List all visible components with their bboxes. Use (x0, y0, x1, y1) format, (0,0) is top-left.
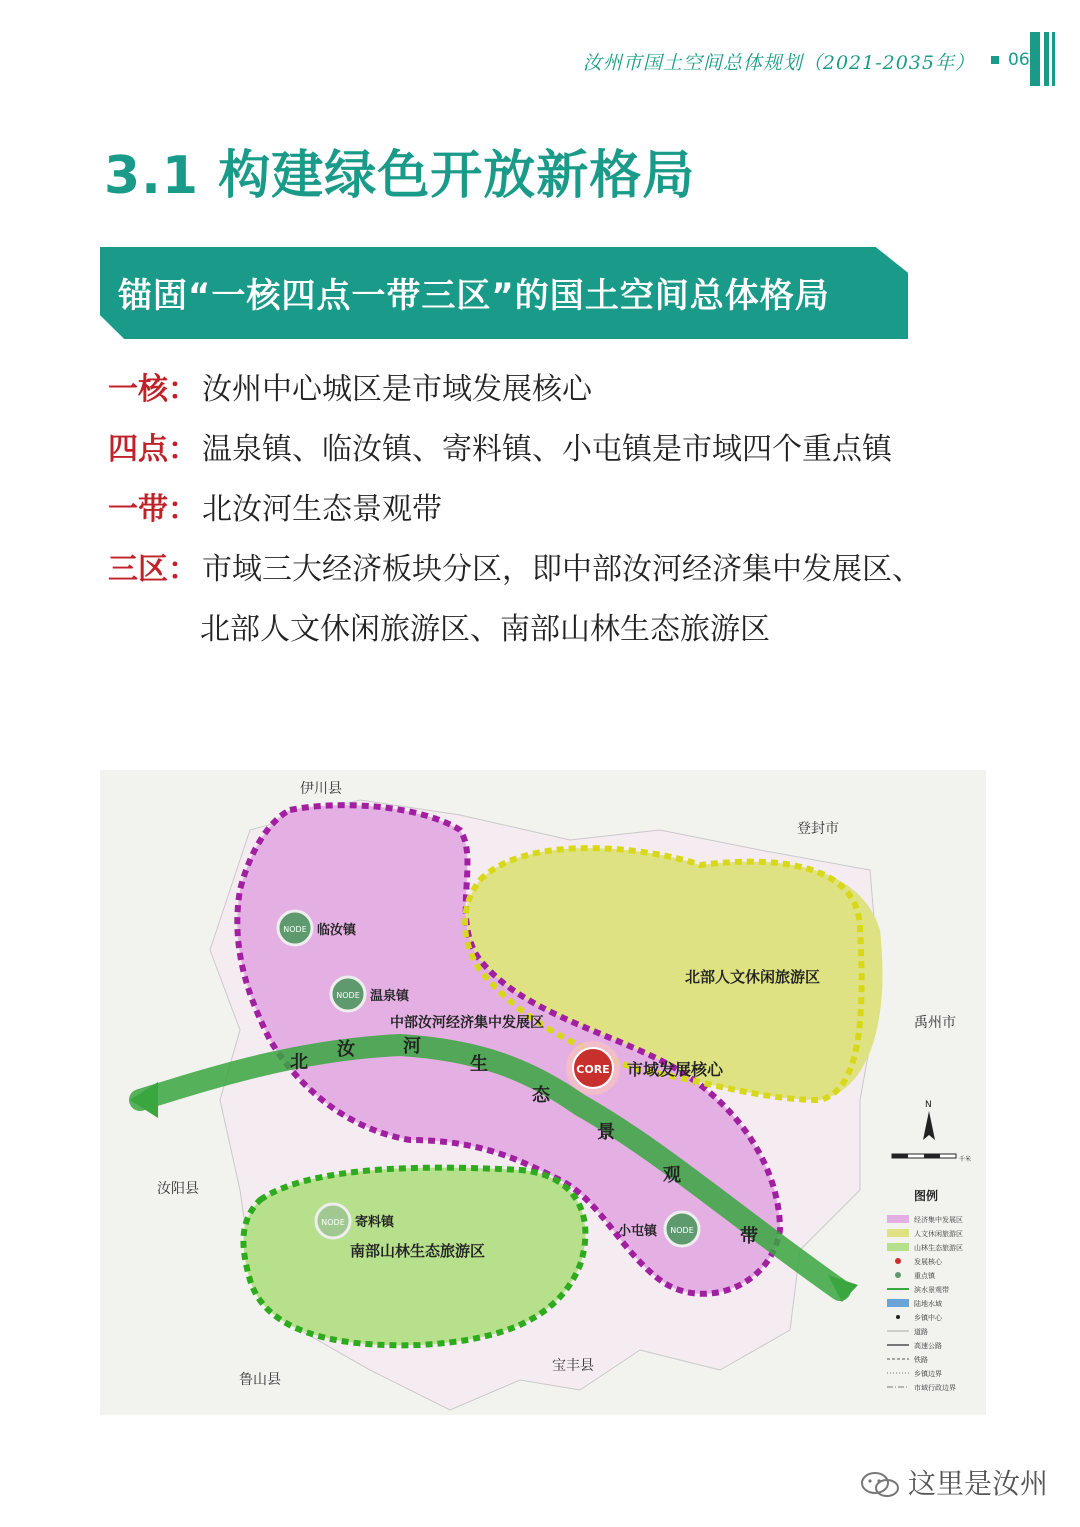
item-label: 三区： (108, 552, 198, 587)
item-label: 四点： (108, 432, 198, 467)
node-linru-word: NODE (283, 925, 307, 934)
header-title: 汝州市国土空间总体规划（2021-2035年） (582, 52, 975, 74)
neighbor-baofeng: 宝丰县 (552, 1358, 594, 1374)
legend-item: 经济集中发展区 (914, 1216, 963, 1224)
node-xiaotun-label: 小屯镇 (618, 1224, 658, 1239)
belt-char: 带 (740, 1226, 758, 1247)
legend-item: 乡镇边界 (914, 1370, 942, 1378)
item-label: 一带： (108, 492, 198, 527)
neighbor-yichuan: 伊川县 (300, 781, 342, 797)
legend-item: 高速公路 (914, 1342, 942, 1350)
section-title: 3.1 构建绿色开放新格局 (104, 146, 696, 206)
belt-char: 北 (290, 1052, 308, 1073)
node-linru-label: 临汝镇 (317, 923, 357, 938)
neighbor-ruyang: 汝阳县 (157, 1181, 199, 1197)
item-nodes (108, 430, 892, 470)
legend-item: 陆地水域 (914, 1300, 942, 1308)
belt-char: 态 (532, 1085, 550, 1106)
belt-char: 河 (403, 1036, 421, 1057)
legend-swatch (887, 1243, 909, 1251)
legend-swatch (887, 1299, 909, 1307)
zone-central-label: 中部汝河经济集中发展区 (390, 1015, 544, 1031)
core-word: CORE (576, 1063, 610, 1076)
item-text: 北汝河生态景观带 (202, 492, 442, 527)
node-wenquan-label: 温泉镇 (370, 989, 410, 1004)
header-marker (991, 56, 999, 64)
legend-item: 铁路 (914, 1356, 928, 1364)
spatial-pattern-map (100, 770, 986, 1415)
neighbor-lushan: 鲁山县 (239, 1372, 281, 1388)
legend-item: 发展核心 (914, 1258, 942, 1266)
legend-swatch (896, 1315, 900, 1319)
scale-label: 千米 (959, 1156, 972, 1163)
belt-char: 汝 (337, 1039, 355, 1060)
zone-south-label: 南部山林生态旅游区 (350, 1242, 486, 1260)
north-arrow-label: N (925, 1100, 932, 1110)
scale-bar-segment (924, 1154, 940, 1158)
legend-item: 市域行政边界 (914, 1384, 956, 1392)
legend-item: 乡镇中心 (914, 1314, 942, 1322)
belt-char: 观 (663, 1165, 681, 1186)
legend-swatch (895, 1258, 901, 1264)
legend-item: 人文休闲旅游区 (914, 1230, 963, 1238)
item-zones-continued: 北部人文休闲旅游区、南部山林生态旅游区 (200, 612, 770, 647)
legend-item: 滨水景观带 (914, 1286, 949, 1294)
wechat-account-name: 这里是汝州 (908, 1467, 1049, 1500)
neighbor-yuzhou: 禹州市 (914, 1015, 956, 1031)
item-text: 市域三大经济板块分区，即中部汝河经济集中发展区、 (202, 552, 922, 587)
legend-swatch (887, 1229, 909, 1237)
item-core (108, 370, 592, 410)
node-wenquan-word: NODE (336, 991, 360, 1000)
wechat-icon (860, 1470, 900, 1500)
item-label: 一核： (108, 372, 198, 407)
legend-item: 山林生态旅游区 (914, 1244, 963, 1252)
item-text: 温泉镇、临汝镇、寄料镇、小屯镇是市域四个重点镇 (202, 432, 892, 467)
wechat-watermark (860, 1462, 1048, 1502)
legend-item: 道路 (914, 1328, 928, 1336)
node-jiliao-label: 寄料镇 (355, 1215, 395, 1230)
legend-swatch (895, 1272, 901, 1278)
item-zones (108, 550, 922, 590)
item-belt (108, 490, 442, 530)
node-jiliao-word: NODE (321, 1218, 345, 1227)
node-xiaotun-word: NODE (670, 1226, 694, 1235)
banner-heading: 锚固“一核四点一带三区”的国土空间总体格局 (118, 276, 830, 316)
legend-title: 图例 (914, 1189, 939, 1203)
legend-item: 重点镇 (914, 1272, 935, 1280)
belt-char: 景 (597, 1122, 615, 1143)
core-label: 市域发展核心 (627, 1060, 724, 1079)
page-number: 06 (1008, 50, 1030, 70)
belt-char: 生 (470, 1054, 488, 1075)
legend-swatch (887, 1215, 909, 1223)
neighbor-dengfeng: 登封市 (797, 821, 839, 837)
scale-bar-segment (892, 1154, 908, 1158)
item-text: 汝州中心城区是市域发展核心 (202, 372, 592, 407)
zone-north-label: 北部人文休闲旅游区 (685, 968, 821, 986)
